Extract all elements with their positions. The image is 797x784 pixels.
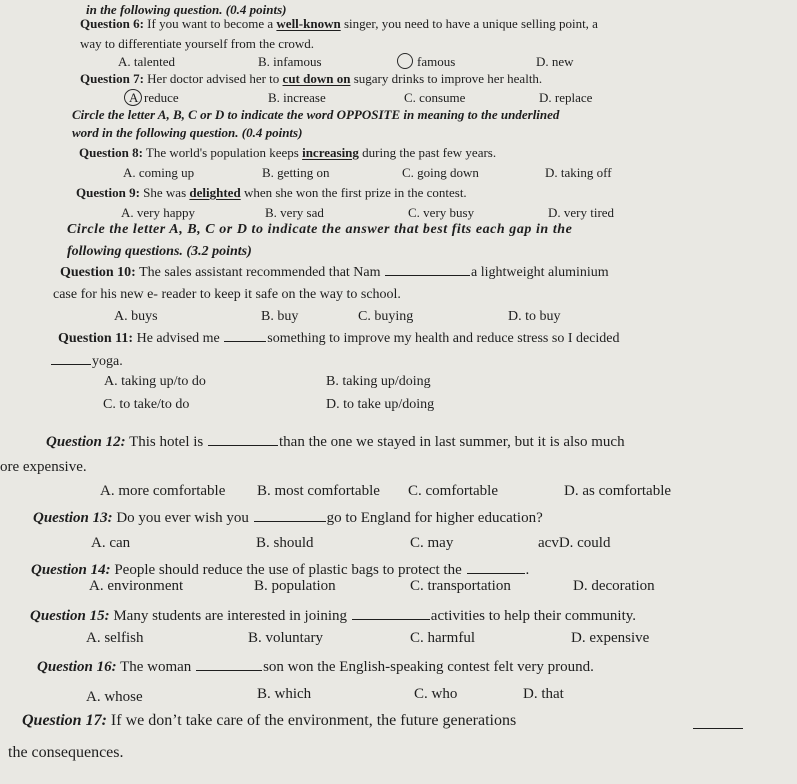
question-13-option-c[interactable]: C. may [410,535,454,551]
question-14-option-b[interactable]: B. population [254,578,336,594]
question-17 [22,713,516,729]
question-15-option-b[interactable]: B. voluntary [248,630,323,646]
question-9-option-c[interactable]: C. very busy [408,205,475,220]
question-15-blank [352,618,430,620]
question-14-option-d[interactable]: D. decoration [573,578,655,594]
question-11-option-d[interactable]: D. to take up/doing [326,397,435,412]
question-16-option-d[interactable]: D. that [523,686,564,702]
question-14-text-b: . [525,562,530,578]
question-11-line2 [50,355,123,369]
question-11-text-a: He advised me [133,331,224,346]
question-6-text-b: singer, you need to have a unique selling point, a [340,16,598,31]
question-7-option-b[interactable]: B. increase [268,90,326,105]
question-8-text-b: during the past few years. [358,145,497,160]
question-8 [79,146,496,159]
question-14 [31,563,529,578]
question-13-option-d[interactable]: acvD. could [538,535,611,551]
question-8-underlined: increasing [302,145,359,160]
question-12-text-b: than the one we stayed in last summer, but it is also much [279,434,625,450]
question-12-text-a: This hotel is [125,434,207,450]
question-9-option-b[interactable]: B. very sad [265,205,324,220]
question-8-option-a[interactable]: A. coming up [123,165,195,180]
instruction-opposite-line1: Circle the letter A, B, C or D to indicate the word OPPOSITE in meaning to the underlined [72,107,560,122]
question-9-underlined: delighted [189,185,241,200]
question-16-text-b: son won the English-speaking contest felt very pround. [263,659,594,675]
question-8-label: Question 8: [79,145,143,160]
question-16-blank [196,669,262,671]
question-13-text-b: go to England for higher education? [326,510,543,526]
question-6 [80,17,598,30]
question-14-text-a: People should reduce the use of plastic bags to protect the [110,562,466,578]
question-14-label: Question 14: [31,562,111,578]
question-9-text-a: She was [139,185,190,200]
question-15-text-a: Many students are interested in joining [109,608,351,624]
question-12-option-b[interactable]: B. most comfortable [257,483,380,499]
question-12-option-d[interactable]: D. as comfortable [564,483,672,499]
question-11-option-b[interactable]: B. taking up/doing [326,374,431,389]
question-15 [30,609,636,624]
question-16-option-a[interactable]: A. whose [86,689,143,705]
question-15-text-b: activities to help their community. [430,608,637,624]
question-11-option-a[interactable]: A. taking up/to do [104,374,206,389]
question-15-option-c[interactable]: C. harmful [410,630,475,646]
question-11-line2-text: yoga. [92,354,123,369]
question-15-option-a[interactable]: A. selfish [86,630,144,646]
question-11-option-c[interactable]: C. to take/to do [103,397,190,412]
question-14-option-c[interactable]: C. transportation [410,578,511,594]
question-7-text-a: Her doctor advised her to [143,71,283,86]
question-6-line2: way to differentiate yourself from the crowd. [80,36,315,51]
question-6-label: Question 6: [80,16,144,31]
question-7-option-a[interactable]: reduce [144,90,179,105]
question-6-option-a[interactable]: A. talented [118,54,176,69]
question-9-text-b: when she won the first prize in the contest. [240,185,467,200]
question-13-blank [254,520,326,522]
question-8-text-a: The world's population keeps [142,145,303,160]
question-14-blank [467,572,525,574]
question-11-text-b: something to improve my health and reduce stress so I decided [267,331,620,346]
question-10-option-c[interactable]: C. buying [358,309,414,324]
question-13-text-a: Do you ever wish you [112,510,253,526]
question-12-line2: ore expensive. [0,459,87,475]
question-17-text-a: If we don’t take care of the environment, the future generations [106,712,517,729]
question-11 [58,332,620,346]
question-7-underlined: cut down on [282,71,351,86]
question-12-label: Question 12: [46,434,126,450]
question-16-option-b[interactable]: B. which [257,686,312,702]
question-16-text-a: The woman [116,659,196,675]
question-17-label: Question 17: [22,712,107,729]
question-13-option-b[interactable]: B. should [256,535,314,551]
question-15-label: Question 15: [30,608,110,624]
question-11-blank [224,340,266,342]
question-13 [33,511,543,526]
question-6-option-c[interactable]: famous [417,54,456,69]
question-6-text-a: If you want to become a [143,16,277,31]
question-7-text-b: sugary drinks to improve her health. [350,71,543,86]
question-12-option-a[interactable]: A. more comfortable [100,483,226,499]
question-17-blank [693,727,743,729]
question-10-line2: case for his new e- reader to keep it safe on the way to school. [53,287,401,302]
question-10-option-b[interactable]: B. buy [261,309,299,324]
question-13-option-a[interactable]: A. can [91,535,131,551]
question-16 [37,660,594,675]
question-7-option-a-letter: A [129,90,139,105]
instruction-gap-line1: Circle the letter A, B, C or D to indicate the answer that best fits each gap in the [67,222,573,237]
answer-circle-mark [397,53,413,69]
instruction-opposite-line2: word in the following question. (0.4 points) [72,125,303,140]
question-10-option-d[interactable]: D. to buy [508,309,561,324]
question-8-option-c[interactable]: C. going down [402,165,479,180]
question-9-option-a[interactable]: A. very happy [121,205,196,220]
question-7-label: Question 7: [80,71,144,86]
question-8-option-d[interactable]: D. taking off [545,165,612,180]
question-9-label: Question 9: [76,185,140,200]
question-16-option-c[interactable]: C. who [414,686,458,702]
question-10-label: Question 10: [60,265,136,280]
instruction-gap-line2: following questions. (3.2 points) [67,244,252,259]
question-12-blank [208,444,278,446]
instruction-top: in the following question. (0.4 points) [86,2,287,17]
question-13-label: Question 13: [33,510,113,526]
question-10-text-a: The sales assistant recommended that Nam [135,265,385,280]
question-7-option-c[interactable]: C. consume [404,90,466,105]
question-12-option-c[interactable]: C. comfortable [408,483,498,499]
question-6-underlined: well-known [276,16,341,31]
question-14-option-a[interactable]: A. environment [89,578,184,594]
question-7 [80,72,542,85]
question-17-line2: the consequences. [8,744,124,761]
question-6-option-b[interactable]: B. infamous [258,54,322,69]
question-11-blank-2 [51,363,91,365]
question-15-option-d[interactable]: D. expensive [571,630,650,646]
question-10-text-b: a lightweight aluminium [471,265,609,280]
question-10-blank [385,274,470,276]
question-9 [76,186,467,199]
question-16-label: Question 16: [37,659,117,675]
question-6-option-d[interactable]: D. new [536,54,574,69]
question-10 [60,266,609,280]
question-7-option-d[interactable]: D. replace [539,90,593,105]
question-11-label: Question 11: [58,331,134,346]
question-9-option-d[interactable]: D. very tired [548,205,615,220]
question-12 [46,435,625,450]
question-8-option-b[interactable]: B. getting on [262,165,330,180]
question-10-option-a[interactable]: A. buys [114,309,158,324]
